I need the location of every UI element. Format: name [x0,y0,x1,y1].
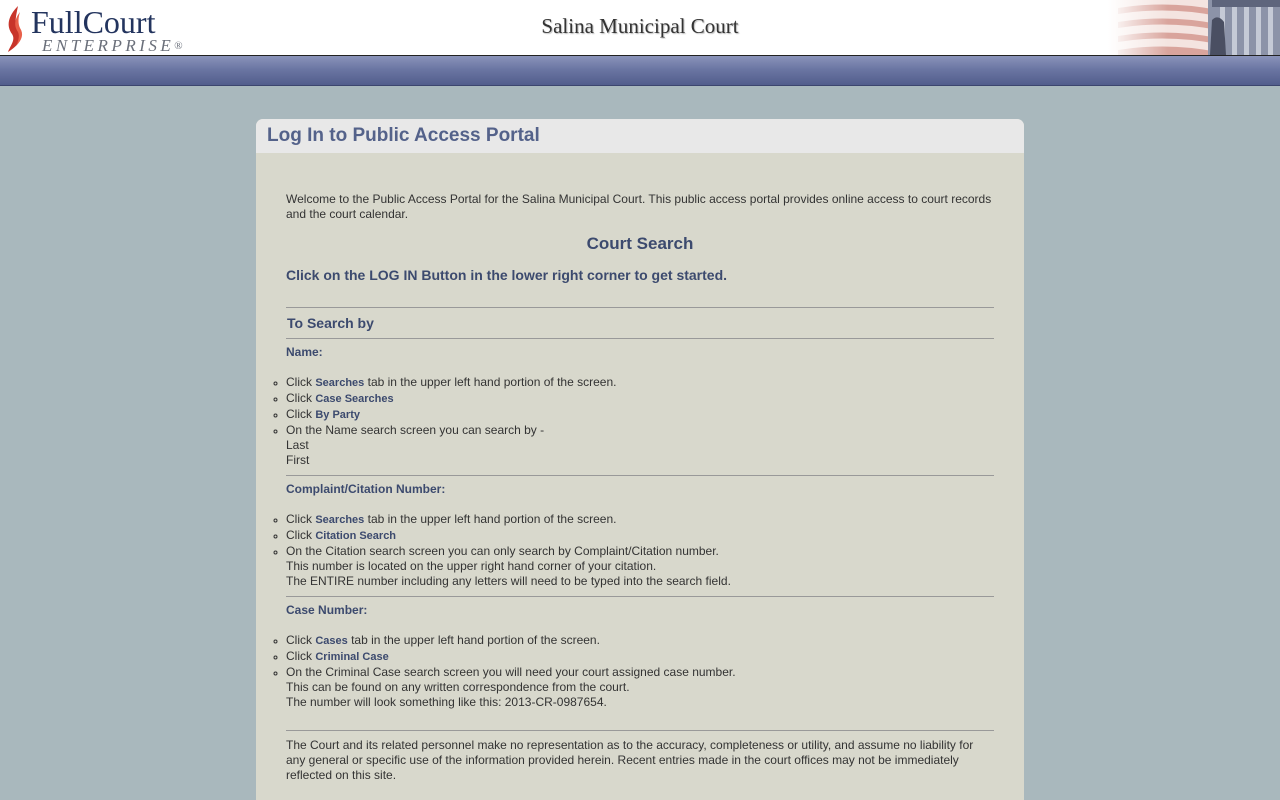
list-item: ◦ Click Case Searches [286,391,994,407]
panel-header [256,119,1024,153]
welcome-text: Welcome to the Public Access Portal for the Salina Municipal Court. This public access portal provides online access to court records and the court calendar. [286,192,992,221]
flag-courthouse-banner-icon [1108,0,1280,55]
by-party-keyword: By Party [315,409,360,421]
searches-keyword: Searches [315,514,365,526]
list-item: ◦ Click Cases tab in the upper left hand portion of the screen. [286,633,994,649]
nav-bar [0,56,1280,86]
case-extra-line: The number will look something like this: 2013-CR-0987654. [286,695,607,709]
panel-title: Log In to Public Access Portal [267,125,540,146]
list-item: ◦ Click Searches tab in the upper left hand portion of the screen. [286,512,994,528]
cases-keyword: Cases [315,635,348,647]
case-searches-keyword: Case Searches [315,393,394,405]
citation-search-keyword: Citation Search [315,530,397,542]
citation-section-title: Complaint/Citation Number: [286,482,446,496]
citation-steps-list [286,512,994,559]
logo-wordmark: FullCourt [31,4,156,40]
case-steps-list [286,633,994,680]
citation-extra-line: This number is located on the upper right hand corner of your citation. [286,559,657,573]
name-extra-line: Last [286,438,309,452]
name-extra-line: First [286,453,310,467]
criminal-case-keyword: Criminal Case [315,651,389,663]
court-name-title: Salina Municipal Court [541,14,739,38]
name-section-title: Name: [286,345,323,359]
name-steps-list [286,375,994,438]
case-section-title: Case Number: [286,603,368,617]
citation-extra-line: The ENTIRE number including any letters will need to be typed into the search field. [286,574,731,588]
page-header [0,0,1280,56]
login-panel [256,119,1024,800]
list-item: ◦ On the Name search screen you can search by - [286,423,994,438]
list-item: ◦ Click Searches tab in the upper left hand portion of the screen. [286,375,994,391]
logo-subtitle: ENTERPRISE® [42,36,183,55]
court-search-heading: Court Search [586,234,694,253]
list-item: ◦ Click Criminal Case [286,649,994,665]
list-item: ◦ Click By Party [286,407,994,423]
list-item: ◦ Click Citation Search [286,528,994,544]
searches-keyword: Searches [315,377,365,389]
panel-content [256,153,1024,783]
list-item: ◦ On the Citation search screen you can only search by Complaint/Citation number. [286,544,994,559]
case-extra-line: This can be found on any written correspondence from the court. [286,680,630,694]
to-search-by-heading: To Search by [287,315,374,331]
disclaimer-text: The Court and its related personnel make no representation as to the accuracy, completeness or utility, and assume no liability for any general or specific use of the information provided herein. Recent entries made in the court offices may not be immediately reflected on this site. [286,738,974,782]
list-item: ◦ On the Criminal Case search screen you will need your court assigned case number. [286,665,994,680]
login-instruction: Click on the LOG IN Button in the lower right corner to get started. [286,267,728,283]
